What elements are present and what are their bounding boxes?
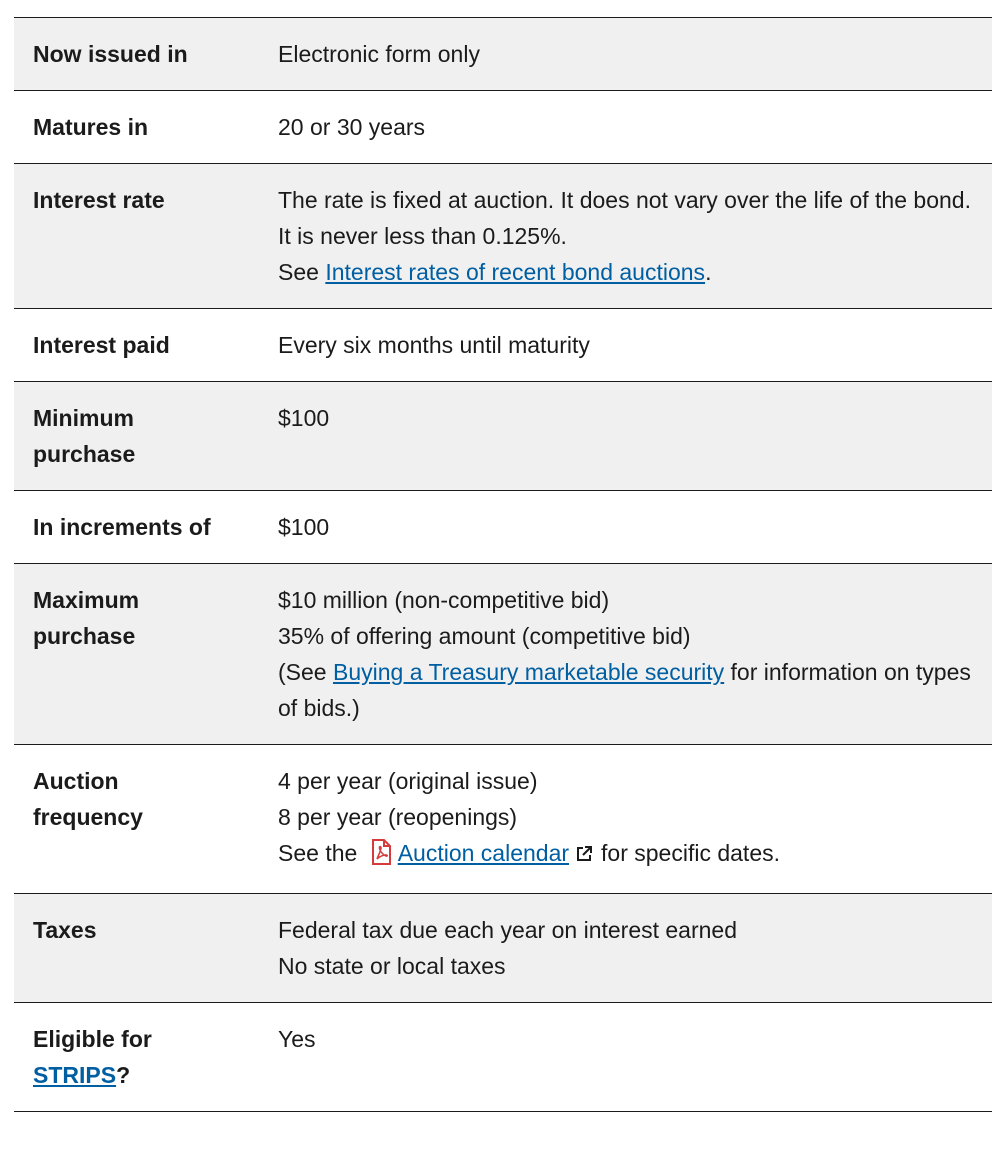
table-row [14,564,992,745]
value-line: Yes [278,1026,316,1052]
table-row [14,18,992,91]
value-line: Every six months until maturity [278,332,590,358]
value-line: $10 million (non-competitive bid) [278,587,610,613]
value-line: 35% of offering amount (competitive bid) [278,623,691,649]
value-line: 8 per year (reopenings) [278,804,518,830]
table-row [14,164,992,309]
table-row [14,1003,992,1112]
bond-details-table [14,17,992,1112]
see-suffix: for information on types of bids.) [278,659,971,721]
see-prefix: (See [278,659,333,685]
row-label [14,1003,278,1112]
bond-details-table-container [14,17,992,1112]
see-prefix: See the [278,840,364,866]
row-label: Taxes [33,917,97,943]
value-line: No state or local taxes [278,953,506,979]
external-link-icon [575,837,593,873]
row-value [278,382,992,491]
value-line: $100 [278,514,330,540]
row-label: In increments of [33,514,211,540]
value-line [278,254,974,290]
row-value [278,91,992,164]
row-value [278,745,992,894]
row-label: Interest paid [33,332,170,358]
value-line [278,835,974,875]
value-line: Federal tax due each year on interest earned [278,917,738,943]
row-value [278,164,992,309]
row-value [278,564,992,745]
row-label: Maximum purchase [33,587,140,649]
table-row [14,894,992,1003]
row-value [278,1003,992,1112]
label-prefix: Eligible for [33,1026,152,1052]
row-label: Interest rate [33,187,165,213]
table-row [14,309,992,382]
label-suffix: ? [116,1062,131,1088]
see-prefix: See [278,259,326,285]
row-label: Minimum purchase [33,405,136,467]
row-label: Auction frequency [33,768,143,830]
row-value [278,309,992,382]
strips-link[interactable]: STRIPS [33,1062,117,1088]
value-line: The rate is fixed at auction. It does not vary over the life of the bond. [278,187,971,213]
value-line: It is never less than 0.125%. [278,223,567,249]
row-value [278,18,992,91]
value-line: 20 or 30 years [278,114,426,140]
row-label: Matures in [33,114,149,140]
pdf-icon [370,839,392,875]
value-line [278,654,974,726]
value-line: Electronic form only [278,41,480,67]
value-line: 4 per year (original issue) [278,768,538,794]
value-line: $100 [278,405,330,431]
auction-calendar-link[interactable]: Auction calendar [397,840,570,866]
see-suffix: . [705,259,712,285]
row-value [278,491,992,564]
table-row [14,745,992,894]
interest-rates-link[interactable]: Interest rates of recent bond auctions [325,259,706,285]
see-suffix: for specific dates. [601,840,780,866]
row-value [278,894,992,1003]
row-label: Now issued in [33,41,188,67]
table-row [14,91,992,164]
table-row [14,382,992,491]
buying-treasury-security-link[interactable]: Buying a Treasury marketable security [332,659,725,685]
table-row [14,491,992,564]
